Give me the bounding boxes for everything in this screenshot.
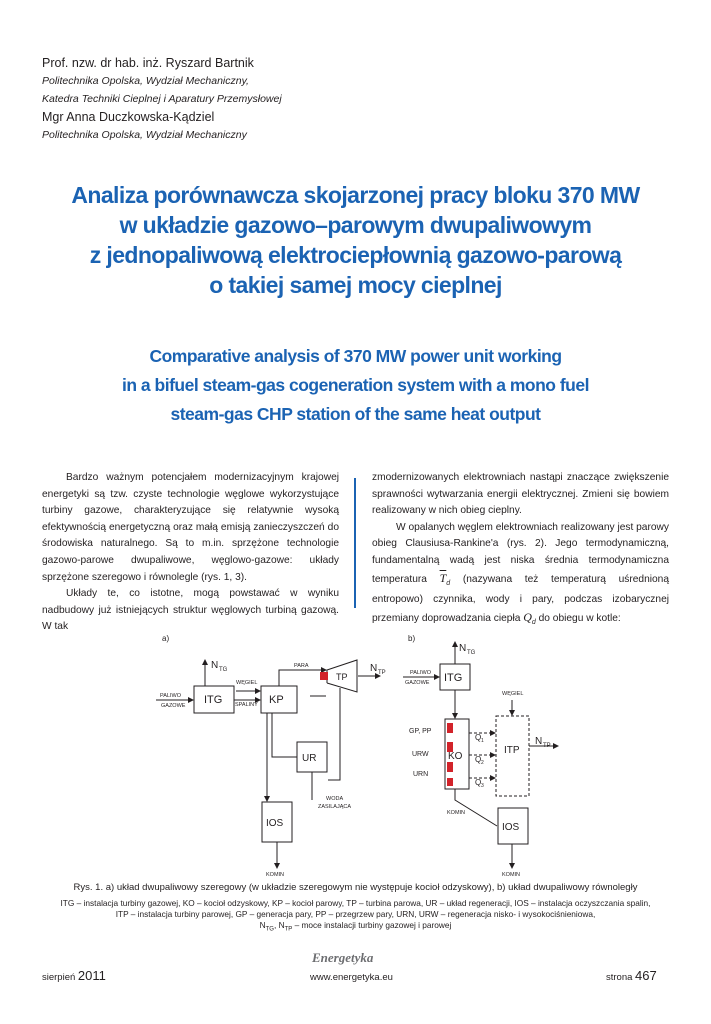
title-english-line-2: in a bifuel steam-gas cogeneration system with a mono fuel [122,375,589,395]
figure-legend-line-2: ITP – instalacja turbiny parowej, GP – generacja pary, PP – przegrzew pary, URN, URW – regeneracja nisko- i wysokociśnieniowa, [115,909,596,919]
title-english [20,342,691,429]
svg-text:IOS: IOS [502,822,520,833]
author-1-affiliation-line-2: Katedra Techniki Cieplnej i Aparatury Przemysłowej [42,93,282,105]
title-polish-line-3: z jednopaliwową elektrociepłownią gazowo-parową [89,242,622,268]
coupling-marker-a [320,672,328,680]
svg-text:SPALINY: SPALINY [235,702,258,708]
itp-box [496,716,529,796]
figure-legend-line-3: $N_{TG}$, $N_{TP}$ – moce instalacji turbiny gazowej i parowej [259,920,452,933]
column-divider [354,478,356,608]
footer-url: www.energetyka.eu [310,972,393,983]
body-paragraph: zmodernizowanych elektrowniach nastąpi znaczące zwiększenie sprawności wytwarzania energii elektrycznej. Zmieni się bowiem realizowany w nich obieg cieplny. [372,472,669,517]
title-polish-line-1: Analiza porównawcza skojarzonej pracy bloku 370 MW [71,182,640,208]
svg-text:N: N [370,663,378,674]
svg-text:KO: KO [448,751,463,762]
svg-text:ITP: ITP [504,745,520,756]
svg-text:UR: UR [302,753,317,764]
author-2-affiliation: Politechnika Opolska, Wydział Mechaniczny [42,129,247,141]
svg-text:ZASILAJĄCA: ZASILAJĄCA [318,804,352,810]
svg-text:TP: TP [378,670,386,676]
svg-text:GP, PP: GP, PP [409,728,432,735]
svg-text:PALIWO: PALIWO [160,693,181,699]
title-polish-line-2: w układzie gazowo–parowym dwupaliwowym [119,212,592,238]
svg-text:TG: TG [467,650,476,656]
body-paragraph: Układy te, co istotne, mogą powstawać w wyniku nadbudowy już istniejących struktur węglowych turbiną gazową. W tak [42,588,339,633]
figure-b-label: b) [408,634,416,643]
svg-text:WODA: WODA [326,796,344,802]
footer-date: sierpień 2011 [42,968,106,983]
svg-text:PARA: PARA [294,663,309,669]
svg-text:GAZOWE: GAZOWE [161,703,186,709]
body-column-left [42,470,339,636]
title-polish-line-4: o takiej samej mocy cieplnej [209,272,502,298]
title-polish [20,180,691,300]
svg-text:WĘGIEL: WĘGIEL [236,680,258,686]
svg-text:WĘGIEL: WĘGIEL [502,691,524,697]
symbol-t-mean: $\overline{T}$ [439,570,447,585]
footer-page: strona 467 [606,968,657,983]
title-english-line-3: steam-gas CHP station of the same heat output [170,404,541,424]
figure-legend-line-1: ITG – instalacja turbiny gazowej, KO – kocioł odzyskowy, KP – kocioł parowy, TP – turbina parowa, UR – układ regeneracji, IOS – instalacja oczyszczania spalin, [60,898,651,908]
svg-text:TP: TP [336,672,348,682]
author-2-name: Mgr Anna Duczkowska-Kądziel [42,110,215,124]
journal-logo: Energetyka [312,950,374,965]
svg-text:N: N [459,643,467,654]
svg-text:TP: TP [543,743,551,749]
svg-text:TG: TG [219,667,228,673]
svg-text:ITG: ITG [204,694,223,706]
svg-text:Q: Q [475,733,482,742]
svg-text:Q: Q [475,755,482,764]
figure-caption: Rys. 1. a) układ dwupaliwowy szeregowy (w układzie szeregowym nie występuje kocioł odzyskowy), b) układ dwupaliwowy równoległy [73,882,638,893]
figure-a-label: a) [162,634,170,643]
figure-legend [20,898,691,936]
svg-text:N: N [211,660,219,671]
svg-text:1: 1 [481,738,484,744]
svg-text:KOMIN: KOMIN [266,872,285,878]
author-1-name: Prof. nzw. dr hab. inż. Ryszard Bartnik [42,56,254,70]
svg-text:KOMIN: KOMIN [447,810,466,816]
svg-text:Q: Q [475,778,482,787]
figure-1-diagram [0,630,711,880]
symbol-q: Q [523,609,532,624]
title-english-line-1: Comparative analysis of 370 MW power unit working [149,346,562,366]
svg-text:N: N [535,736,543,747]
svg-text:GAZOWE: GAZOWE [405,680,430,686]
svg-text:URW: URW [412,751,429,758]
svg-text:PALIWO: PALIWO [410,670,431,676]
svg-text:KOMIN: KOMIN [502,872,521,878]
author-1-affiliation-line-1: Politechnika Opolska, Wydział Mechaniczny, [42,75,249,87]
body-paragraph: W opalanych węglem elektrowniach realizowany jest parowy obieg Clausiusa-Rankine'a (rys. 2). Jego termodynamiczną, fundamentalną wadą jest niska średnia termodynamiczna temperatura $\overline{T}_d$ (nazywana też temperaturą uśrednioną entropowo) czynnika, wody i pary, podczas izobarycznej przemiany doprowadzania ciepła $Q_d$ do obiegu w kotle: [372,521,670,626]
body-column-right [372,470,669,631]
svg-text:IOS: IOS [266,818,284,829]
svg-text:2: 2 [481,760,484,766]
svg-text:URN: URN [413,771,429,778]
svg-text:ITG: ITG [444,672,463,684]
body-paragraph: Bardzo ważnym potencjałem modernizacyjnym krajowej energetyki są tzw. czyste technologie węglowe wykorzystujące turbiny gazowe, charakteryzujące się relatywnie wysoką efektywnością energetyczną oraz małą emisją zanieczyszczeń do środowiska naturalnego. Są to m.in. sprzężone technologie gazowo-parowe dwupaliwowe, węglowo-gazowe: układy sprzężone szeregowo i równolegle (rys. 1, 3). [42,472,339,583]
svg-text:KP: KP [269,694,284,706]
svg-text:3: 3 [481,783,484,789]
